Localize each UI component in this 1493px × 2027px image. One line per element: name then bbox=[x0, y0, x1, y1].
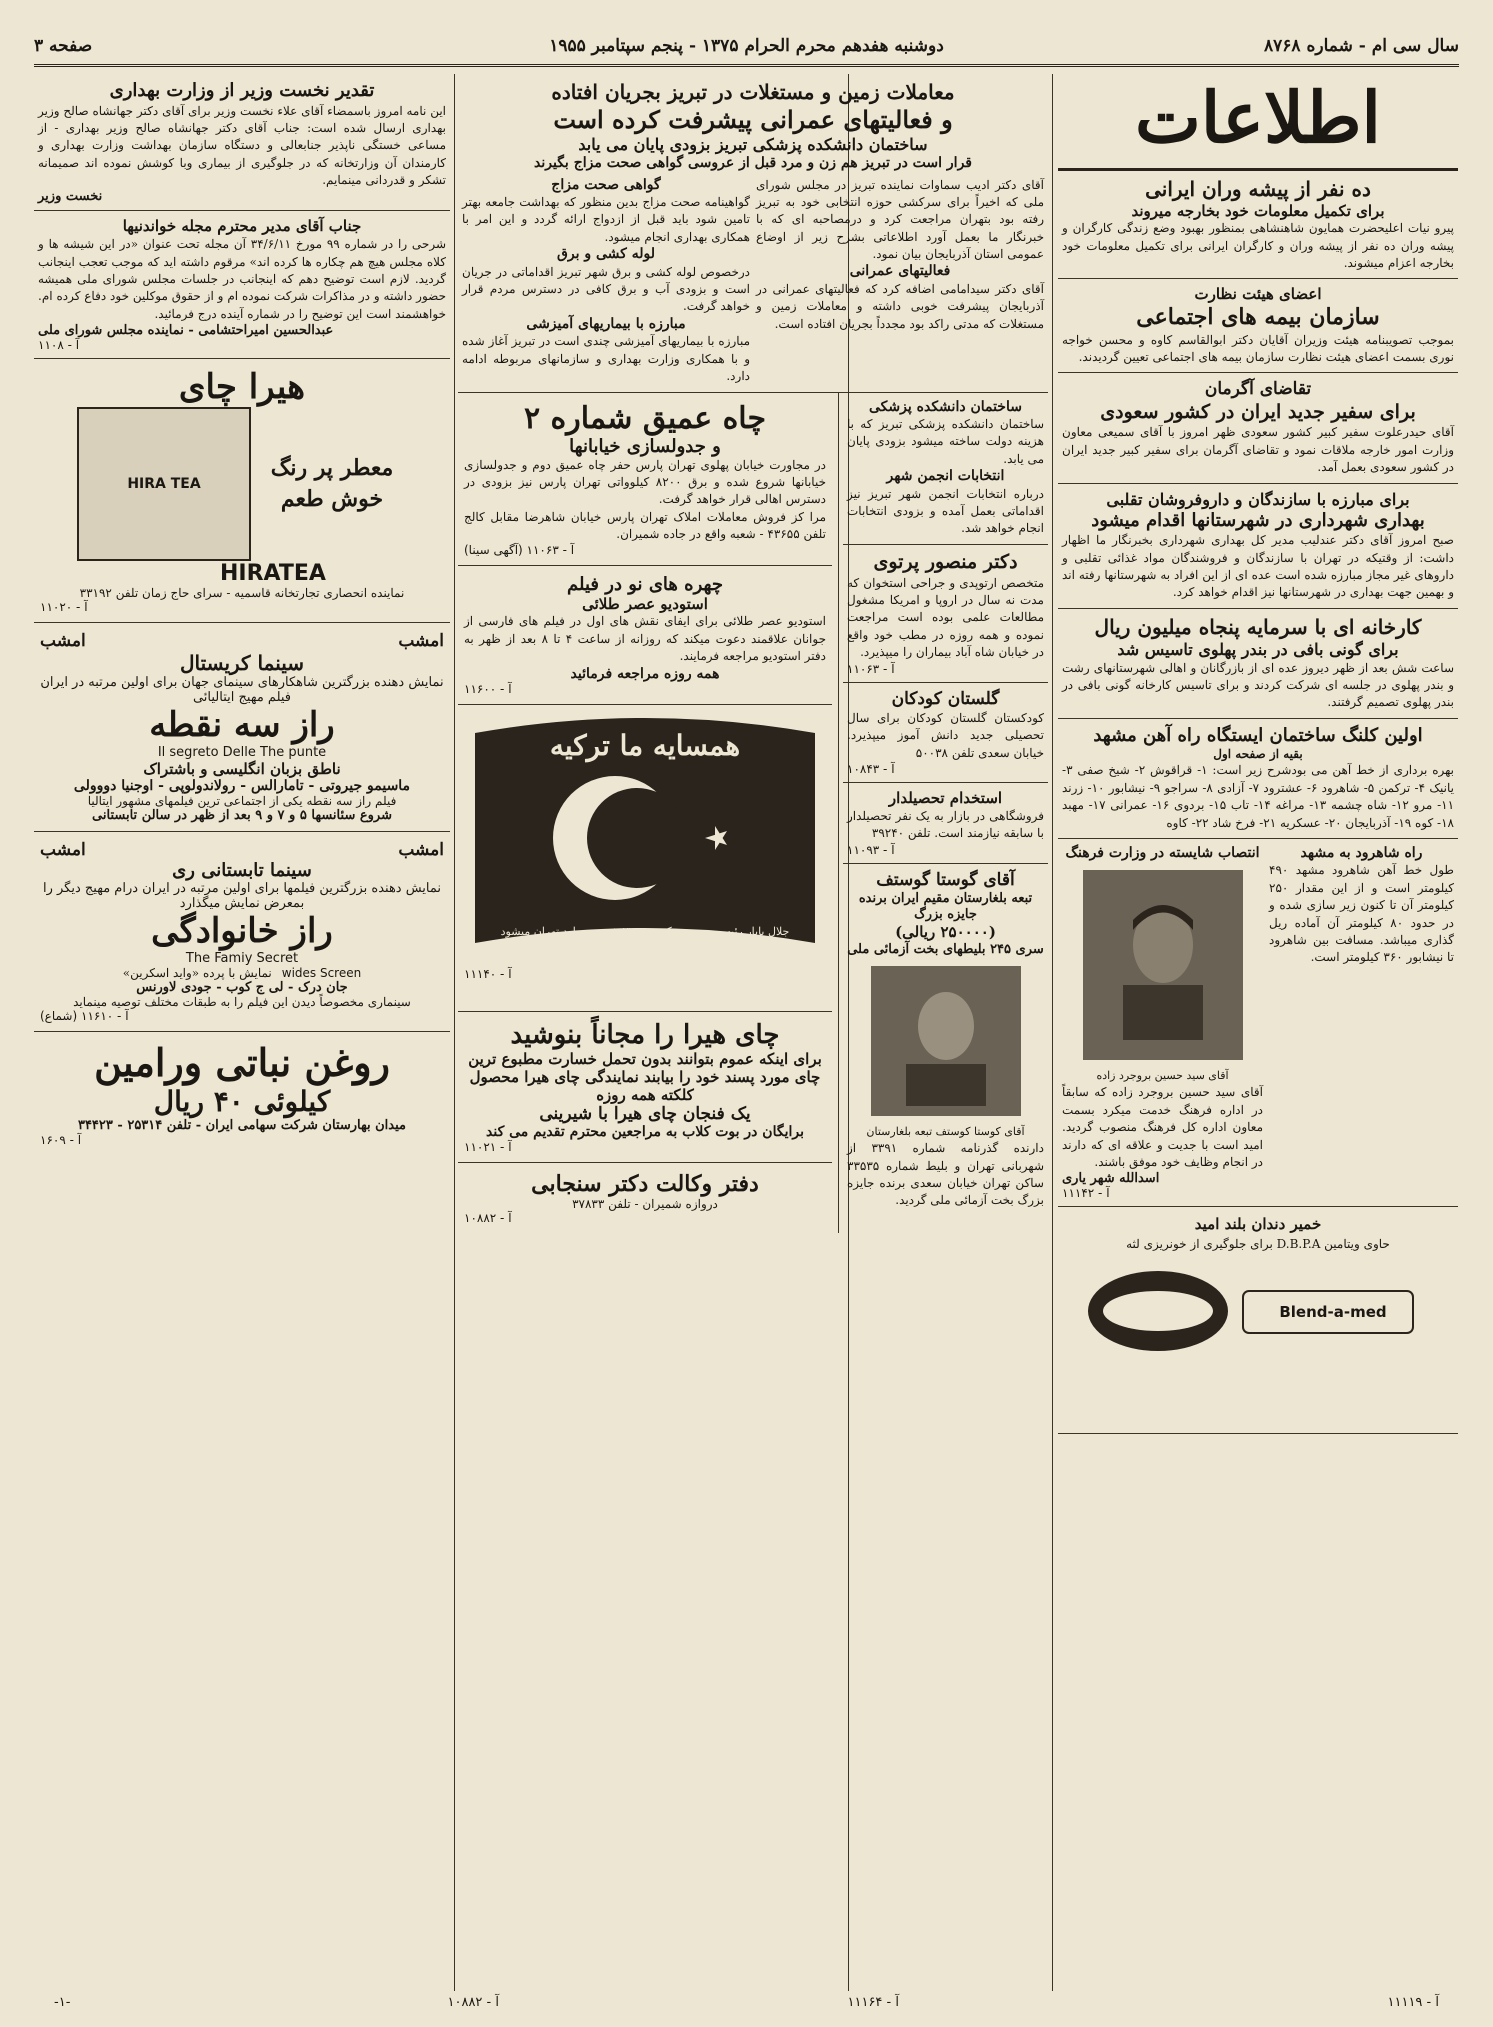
ad-title: چای هیرا را مجاناً بنوشید bbox=[510, 1019, 780, 1050]
article-appointment bbox=[1058, 839, 1458, 1207]
ad-code: آ - ۱۱۰۶۳ bbox=[847, 661, 895, 676]
photo-caption: آقای سید حسین بروجرد زاده bbox=[1096, 1069, 1229, 1083]
article-body: آقای دکتر ادیب سماوات نماینده تبریز در مجلس شورای ملی که اخیراً برای سرکشی حوزه انتخابی خود به تبریز رفته بود بتهران مراجعت کرد و درمصاحبه ای که با خبرنگار ما بعمل آورد اطلاعاتی بشرح زیر از اوضاع عمومی استان آذربایجان بیان نمود. bbox=[756, 177, 1044, 262]
article-body: آقای دکتر سیدامامی اضافه کرد که فعالیتهای عمرانی در آذربایجان پیشرفت خوبی داشته و معاملات زمین و مستغلات که مدتی راکد بود مجدداً بجریان افتاده است. bbox=[756, 281, 1044, 331]
article-title: راه شاهرود به مشهد bbox=[1300, 844, 1423, 861]
column-center bbox=[458, 74, 1048, 1991]
article-title: تقاضای آگرمان bbox=[1204, 379, 1312, 400]
subhead: لوله کشی و برق bbox=[557, 246, 655, 263]
article-factory bbox=[1058, 609, 1458, 719]
page-number: صفحه ۳ bbox=[34, 36, 93, 56]
screen-format-fa: نمایش با پرده «واید اسکرین» bbox=[122, 966, 272, 981]
article-body: درخصوص لوله کشی و برق شهر تبریز اقداماتی در جریان است و بزودی آب و برق کافی در دسترس مردم قرار خواهد گرفت. bbox=[462, 264, 750, 314]
footer-code: آ - ۱۰۸۸۲ bbox=[447, 1995, 499, 2010]
column-left bbox=[34, 74, 450, 1991]
ad-kindergarten bbox=[843, 683, 1048, 783]
tonight-label: امشب bbox=[398, 631, 444, 652]
subhead: گواهی صحت مزاج bbox=[551, 176, 661, 193]
page-header bbox=[34, 30, 1459, 67]
ad-subtitle: استودیو عصر طلائی bbox=[582, 595, 708, 614]
ad-body: کودکستان گلستان کودکان برای سال تحصیلی جدید دانش آموز میپذیرد. خیابان سعدی تلفن ۵۰۰۳۸ bbox=[847, 710, 1044, 760]
photo-caption: آقای کوستا کوستف تبعه بلغارستان bbox=[866, 1125, 1025, 1139]
film-latin-title: The Famiy Secret bbox=[185, 951, 299, 967]
ad-hiratea bbox=[34, 359, 450, 623]
prize-amount: (۲۵۰۰۰۰ ریالی) bbox=[895, 923, 996, 942]
article-body: گواهینامه صحت مزاج بدین منظور که بهداشت جامعه بهتر تامین شود باید قبل از ازدواج ارائه گردد و این امر با همکاری بهداری انجام میشود. bbox=[462, 195, 750, 244]
article-body: صبح امروز آقای دکتر عندلیب مدیر کل بهداری شهرداری بخبرنگار ما اظهار داشت: از وقتیکه در تهران با سازندگان و فروشندگان مواد غذائی تقلبی و داروهای غیر مجاز مبارزه شده است عده ای از این افراد به شهرستانها رفته اند و بهمین جهت بهداری در شهرستانها نیز اقدام خواهد کرد. bbox=[1062, 533, 1454, 600]
ad-code: آ - ۱۱۶۱۰ (شماع) bbox=[40, 1009, 129, 1024]
ad-vegetable-oil bbox=[34, 1032, 450, 1155]
ad-line: همه روزه مراجعه فرمائید bbox=[570, 665, 720, 682]
film-language: ناطق بزبان انگلیسی و باشتراک bbox=[143, 760, 341, 779]
ad-code: آ - ۱۱۰۸ bbox=[38, 338, 80, 353]
article-title: جناب آقای مدیر محترم مجله خواندنیها bbox=[122, 217, 362, 236]
toothpaste-ad bbox=[1058, 1207, 1458, 1434]
article-title: اولین کلنگ ساختمان ایستگاه راه آهن مشهد bbox=[1093, 724, 1423, 746]
footer-page: -۱- bbox=[54, 1995, 71, 2010]
ad-body-2: یک فنجان چای هیرا با شیرینی bbox=[539, 1103, 751, 1124]
showtimes: شروع سئانسها ۵ و ۷ و ۹ بعد از ظهر در سالن تابستانی bbox=[92, 808, 392, 824]
ad-title: دفتر وکالت دکتر سنجابی bbox=[531, 1170, 759, 1197]
ad-code: آ - ۱۱۰۲۱ bbox=[464, 1139, 512, 1154]
film-cast: جان درک - لی ج کوب - جودی لاورنس bbox=[136, 980, 348, 996]
ad-code: آ - ۱۱۱۴۲ bbox=[1062, 1186, 1110, 1201]
ad-body: متخصص ارتوپدی و جراحی استخوان که مدت نه سال در اروپا و امریکا مشغول مطالعات علمی بوده است مراجعت نموده و همه روزه در مطب خود واقع در خیابان شاه آباد بیماران را میپذیرد. bbox=[847, 575, 1044, 660]
article-body: شرحی را در شماره ۹۹ مورخ ۳۴/۶/۱۱ آن مجله تحت عنوان «در این شیشه ها و کلاه مجلس هیچ هم چکاره ها کرده اند» مرقوم داشته اید که موجب تعجب اینجانب گردید. لازم است توضیح دهم که اینجانب در جلسات مجلس شورای ملی همیشه حضور داشته و در مذاکرات شرکت نموده ام و از حقوق موکلین خود دفاع کرده ام. خواهشمند است این توضیح را در شماره آینده درج فرمائید. bbox=[38, 237, 447, 321]
ad-representative: نماینده انحصاری تجارتخانه قاسمیه - سرای حاج زمان تلفن ۳۳۱۹۲ bbox=[79, 586, 405, 601]
lead-title: معاملات زمین و مستغلات در تبریز بجریان افتاده bbox=[551, 80, 955, 104]
ad-code: آ - ۱۰۸۸۲ bbox=[464, 1210, 512, 1225]
article-pm-thanks bbox=[34, 74, 450, 211]
article-signature: نخست وزیر bbox=[38, 189, 103, 205]
article-body: دارنده گذرنامه شماره ۳۳۹۱ از شهربانی تهران و بلیط شماره ۳۳۵۳۵ ساکن تهران خیابان سعدی برنده جایزه بزرگ بخت آزمائی ملی گردید. bbox=[847, 1141, 1044, 1208]
tonight-label: امشب bbox=[40, 631, 86, 652]
ad-text: حاوی ویتامین D.B.P.A برای جلوگیری از خونریزی لثه bbox=[1126, 1237, 1390, 1252]
article-title: برای مبارزه با سازندگان و داروفروشان تقلبی bbox=[1106, 489, 1410, 509]
tonight-label: امشب bbox=[40, 840, 86, 861]
article-artisans bbox=[1058, 171, 1458, 280]
ad-hira-free bbox=[458, 1012, 832, 1163]
lead-title-2: و فعالیتهای عمرانی پیشرفت کرده است bbox=[553, 105, 953, 134]
ad-title: همسایه ما ترکیه bbox=[549, 728, 741, 762]
portrait-icon bbox=[1103, 890, 1223, 1040]
ad-code: آ - ۱۱۰۹۳ bbox=[847, 842, 895, 857]
ad-subtitle: تبعه بلغارستان مقیم ایران برنده جایزه بزرگ bbox=[858, 890, 1033, 923]
ad-title: گلستان کودکان bbox=[891, 688, 1000, 709]
ad-body: در مجاورت خیابان پهلوی تهران پارس حفر چاه عمیق دوم و جدولسازی خیابانها شروع شده و برق ۸۲۰۰ کیلوواتی تهران پارس نیز بزودی در دسترس اهالی قرار خواهد گرفت. bbox=[464, 457, 826, 507]
article-lottery bbox=[843, 864, 1048, 1216]
film-note: فیلم راز سه نقطه یکی از اجتماعی ترین فیلمهای مشهور ایتالیا bbox=[87, 794, 397, 809]
film-cast: ماسیمو جیروتی - تامارالس - رولاندولوپی - اوجنیا دووولی bbox=[73, 778, 411, 795]
film-latin-title: Il segreto Delle The punte bbox=[157, 745, 327, 761]
ad-body: دروازه شمیران - تلفن ۳۷۸۳۳ bbox=[572, 1196, 718, 1211]
ad-tagline: معطر پر رنگ خوش طعم bbox=[270, 455, 394, 513]
cinema-name: سینما تابستانی ری bbox=[172, 860, 312, 882]
ad-body-3: برایگان در بوت کلاب به مراجعین محترم تقدیم می کند bbox=[486, 1123, 804, 1140]
ad-title: دکتر منصور پرتوی bbox=[873, 550, 1018, 573]
ad-film-studio bbox=[458, 566, 832, 704]
ad-body: فروشگاهی در بازار به یک نفر تحصیلدار با سابقه نیازمند است. تلفن ۳۹۲۴۰ bbox=[847, 808, 1044, 841]
ad-body: استودیو عصر طلائی برای ایفای نقش های اول در فیلم های فارسی از جوانان علاقمند دعوت میکند که روزانه از ساعت ۴ تا ۸ بعد از ظهر به دفتر استودیو مراجعه فرمایند. bbox=[464, 614, 827, 664]
ad-price: کیلوئی ۴۰ ریال bbox=[153, 1085, 331, 1119]
subhead: ساختمان دانشکده پزشکی bbox=[869, 398, 1022, 415]
article-agrement bbox=[1058, 373, 1458, 483]
ad-headline: خمیر دندان بلند امید bbox=[1194, 1215, 1322, 1234]
article-body: درباره انتخابات انجمن شهر تبریز نیز اقداماتی بعمل آمده و بزودی انتخابات انجام خواهد شد. bbox=[847, 486, 1044, 536]
article-tabriz bbox=[458, 74, 1048, 393]
subhead: مبارزه با بیماریهای آمیزشی bbox=[526, 315, 686, 332]
article-body: آقای حیدرعلوت سفیر کبیر کشور سعودی ظهر امروز با آقای سمیعی معاون وزارت امور خارجه ملاقات نمود و تقاضای آگرمان برای سفیر کبیر جدید ایران در کشور سعودی بعمل آمد. bbox=[1062, 425, 1454, 475]
film-title: راز خانوادگی bbox=[151, 911, 333, 952]
article-railway bbox=[1058, 719, 1458, 839]
ad-well bbox=[458, 393, 832, 567]
portrait-photo bbox=[1083, 870, 1243, 1060]
article-signature: عبدالحسین امیراحتشامی - نماینده مجلس شورای ملی bbox=[38, 323, 334, 339]
article-subtitle: برای گونی بافی در بندر پهلوی تاسیس شد bbox=[1117, 639, 1399, 659]
article-body: ساعت شش بعد از ظهر دیروز عده ای از بازرگانان و اهالی شهرستانهای رشت و بندر پهلوی در جلسه ای شرکت کردند و برای تاسیس کارخانه گونی بافی در بندر پهلوی تصمیم گرفتند. bbox=[1062, 660, 1454, 710]
article-body: طول خط آهن شاهرود مشهد ۴۹۰ کیلومتر است و از این مقدار ۲۵۰ کیلومتر آن تا کنون زیر سازی شده و در حدود ۸۰ کیلومتر آن آماده ریل گذاری میباشد. مسافت بین شاهرود تا نیشابور ۳۶۰ کیلومتر است. bbox=[1269, 863, 1455, 965]
cinema-line: نمایش دهنده بزرگترین شاهکارهای سینمای جهان برای اولین مرتبه در ایران فیلم مهیج ایتالیائی bbox=[40, 675, 444, 706]
ad-subtitle: و جدولسازی خیابانها bbox=[569, 435, 721, 457]
cinema-name: سینما کریستال bbox=[179, 651, 305, 676]
issue-date: دوشنبه هفدهم محرم الحرام ۱۳۷۵ - پنجم سپتامبر ۱۹۵۵ bbox=[549, 36, 944, 56]
article-title: اعضای هیئت نظارت bbox=[1194, 285, 1322, 304]
film-title: راز سه نقطه bbox=[149, 705, 335, 746]
article-medical-school bbox=[843, 393, 1048, 545]
footer-code: آ - ۱۱۱۱۹ bbox=[1387, 1995, 1439, 2010]
article-body: ساختمان دانشکده پزشکی تبریز که با هزینه دولت ساخته میشود بزودی پایان می یابد. bbox=[847, 417, 1044, 466]
ad-brand: HIRATEA bbox=[220, 561, 326, 587]
film-note: سینماری مخصوصاً دیدن این فیلم را به طبقات مختلف توصیه مینماید bbox=[73, 995, 411, 1010]
article-body: بموجب تصویبنامه هیئت وزیران آقایان دکتر ابوالقاسم کاوه و محسن خواجه نوری بسمت اعضای هیئت نظارت سازمان بیمه های اجتماعی تعیین گردیدند. bbox=[1062, 332, 1454, 365]
ad-title: روغن نباتی ورامین bbox=[94, 1040, 390, 1086]
article-subtitle: سازمان بیمه های اجتماعی bbox=[1136, 304, 1380, 331]
ad-code: آ - ۱۶۰۹ bbox=[40, 1133, 82, 1148]
article-title: ده نفر از پیشه وران ایرانی bbox=[1145, 176, 1371, 201]
article-subtitle: برای سفیر جدید ایران در کشور سعودی bbox=[1100, 400, 1416, 423]
ad-title: چاه عمیق شماره ۲ bbox=[523, 400, 766, 436]
lead-subtitle: ساختمان دانشکده پزشکی تبریز بزودی پایان می یابد bbox=[578, 135, 928, 154]
ad-law-office bbox=[458, 1163, 832, 1233]
ad-body-2: مرا کز فروش معاملات املاک تهران پارس خیابان شاهرضا مقابل کالج تلفن ۴۳۶۵۵ - شعبه واقع در جاده شمیران. bbox=[464, 509, 826, 542]
tonight-label: امشب bbox=[398, 840, 444, 861]
ad-brand: Blend-a-med bbox=[1279, 1303, 1387, 1322]
column-rule bbox=[1052, 74, 1053, 1991]
article-body: این نامه امروز باسمضاء آقای علاء نخست وزیر برای آقای دکتر جهانشاه صالح وزیر بهداری ارسال شده است: جناب آقای دکتر جهانشاه صالح وزیر بهداری - از مساعی خستگی ناپذیر جنابعالی و دستگاه سازمان بهداشت وزارت بهداری و کارمندان آن وزارتخانه که در جلوگیری از بیماری وبا کوشش نموده اند صمیمانه تشکر و قدردانی مینمایم. bbox=[38, 103, 446, 188]
page-footer bbox=[34, 1995, 1459, 2017]
article-body: بهره برداری از خط آهن می بودشرح زیر است: ۱- قراقوش ۲- شیخ صفی ۳- یانیک ۴- ترکمن ۵- شاهرود ۶- عشترود ۷- آزادی ۸- سراجو ۹- نیشابور ۱۰- زرند ۱۱- مرو ۱۲- شاه چشمه ۱۳- مراغه ۱۴- تاب ۱۵- بردوی ۱۶- عمرانی ۱۷- مهبد ۱۸- کوه ۱۹- آذربایجان ۲۰- عسکریه ۲۱- فرخ شاد ۲۲- کاوه bbox=[1062, 763, 1455, 830]
article-subtitle: بقیه از صفحه اول bbox=[1213, 747, 1303, 762]
ad-line: جلال بایار رئیس جمهور ترکیه روز ۲۷ شهریور وارد تهران میشود bbox=[500, 924, 790, 938]
ad-code: آ - ۱۱۰۲۰ bbox=[40, 600, 88, 615]
ad-code: آ - ۱۰۸۴۳ bbox=[847, 761, 895, 776]
winner-photo bbox=[871, 966, 1021, 1116]
ad-doctor bbox=[843, 545, 1048, 683]
column-rule bbox=[454, 74, 455, 1991]
lead-subtitle-2: قرار است در تبریز هم زن و مرد قبل از عروسی گواهی صحت مزاج بگیرند bbox=[534, 155, 972, 171]
article-body: آقای سید حسین بروجرد زاده که سابقاً در اداره فرهنگ خدمت میکرد بسمت معاون اداره کل فرهنگ منصوب گردید. امید است با جدیت و علاقه ای که دارند در انجام وظایف خود موفق باشند. bbox=[1062, 1085, 1263, 1169]
ad-turkey bbox=[458, 705, 832, 1012]
subhead: انتخابات انجمن شهر bbox=[886, 468, 1005, 485]
article-insurance bbox=[1058, 279, 1458, 373]
article-signature: اسدالله شهر یاری bbox=[1062, 1171, 1160, 1187]
article-subtitle: بهداری شهرداری در شهرستانها اقدام میشود bbox=[1091, 509, 1425, 531]
ad-title: استخدام تحصیلدار bbox=[888, 788, 1003, 807]
article-subtitle: برای تکمیل معلومات خود بخارجه میروند bbox=[1131, 201, 1385, 220]
article-municipal-health bbox=[1058, 484, 1458, 609]
ad-cinema-rey bbox=[34, 832, 450, 1032]
lottery-series: سری ۲۴۵ بلیطهای بخت آزمائی ملی bbox=[847, 942, 1044, 958]
subhead: فعالیتهای عمرانی bbox=[849, 263, 951, 280]
article-title: کارخانه ای با سرمایه پنجاه میلیون ریال bbox=[1094, 614, 1422, 639]
ad-cinema-crystal bbox=[34, 623, 450, 832]
ad-title: آقای گوستا گوستف bbox=[876, 869, 1015, 890]
ad-title: چهره های نو در فیلم bbox=[567, 574, 723, 596]
article-title: تقدیر نخست وزیر از وزارت بهداری bbox=[109, 80, 375, 101]
ad-code: آ - ۱۱۰۶۳ (آگهی سینا) bbox=[464, 543, 575, 558]
masthead-logo: اطلاعات bbox=[1058, 74, 1458, 171]
ad-job bbox=[843, 783, 1048, 864]
article-body: پیرو نیات اعلیحضرت همایون شاهنشاهی بمنظور بهبود وضع زندگی کارگران و پیشه وران ده نفر از پیشه وران و کارگران ایرانی برای تکمیل معلومات خود بخارجه اعزام میشوند. bbox=[1062, 221, 1454, 271]
article-body: مبارزه با بیماریهای آمیزشی چندی است در تبریز آغاز شده و با همکاری وزارت بهداری و سازمانهای مربوطه ادامه دارد. bbox=[462, 334, 750, 384]
ad-address: میدان بهارستان شرکت سهامی ایران - تلفن ۲۵۳۱۴ - ۳۴۴۲۳ bbox=[77, 1118, 407, 1134]
footer-code: آ - ۱۱۱۶۴ bbox=[847, 1995, 899, 2010]
issue-number: سال سی ام - شماره ۸۷۶۸ bbox=[1264, 36, 1459, 56]
ad-code: آ - ۱۱۶۰۰ bbox=[464, 681, 512, 696]
ad-body: برای اینکه عموم بتوانند بدون تحمل خسارت مطبوع ترین چای مورد پسند خود را بیابند نمایندگی چای هیرا محصول کلکته همه روزه bbox=[468, 1049, 822, 1104]
ad-title: هیرا چای bbox=[178, 367, 306, 408]
cinema-line: نمایش دهنده بزرگترین فیلمها برای اولین مرتبه در ایران درام مهیج دیگر را بمعرض نمایش میگذارد bbox=[42, 881, 442, 912]
article-letter bbox=[34, 211, 450, 359]
portrait-icon bbox=[891, 976, 1001, 1106]
screen-format: wides Screen bbox=[281, 966, 362, 981]
column-right bbox=[1058, 74, 1458, 1991]
ad-code: آ - ۱۱۱۴۰ bbox=[464, 966, 512, 981]
tea-box-icon bbox=[77, 407, 251, 561]
article-title: انتصاب شایسته در وزارت فرهنگ bbox=[1065, 844, 1260, 861]
box-label: HIRA TEA bbox=[127, 476, 201, 493]
